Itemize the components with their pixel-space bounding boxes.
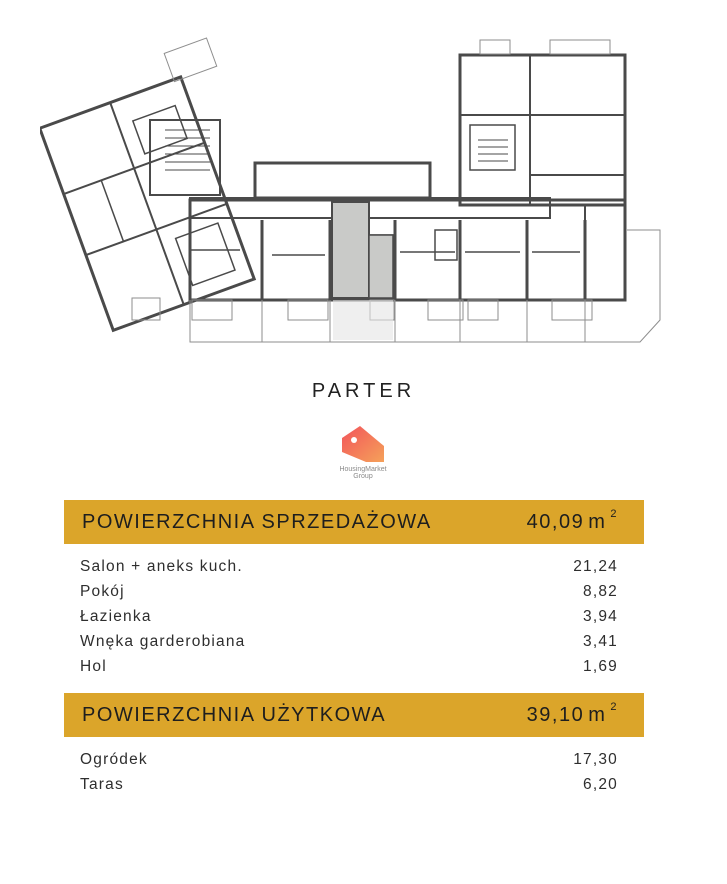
room-name: Salon + aneks kuch. — [80, 558, 243, 575]
room-name: Taras — [80, 776, 124, 793]
usable-area-unit-sup: 2 — [610, 700, 618, 713]
room-area: 1,69 — [583, 658, 618, 675]
list-item — [80, 604, 618, 629]
list-item — [80, 654, 618, 679]
room-area: 8,82 — [583, 583, 618, 600]
sales-area-value-group — [526, 507, 618, 534]
sales-area-unit-sup: 2 — [610, 507, 618, 520]
usable-rooms-list — [80, 747, 618, 797]
room-name: Ogródek — [80, 751, 148, 768]
logo-text — [318, 466, 408, 480]
room-name: Łazienka — [80, 608, 152, 625]
usable-area-label: POWIERZCHNIA UŻYTKOWA — [82, 703, 387, 726]
sales-area-value: 40,09 — [526, 510, 585, 533]
logo-brand: HousingMarket — [339, 466, 387, 473]
list-item — [80, 772, 618, 797]
sales-area-unit: m — [588, 510, 607, 533]
floor-label: PARTER — [311, 380, 416, 402]
room-area: 3,41 — [583, 633, 618, 650]
room-area: 3,94 — [583, 608, 618, 625]
sales-area-label: POWIERZCHNIA SPRZEDAŻOWA — [82, 510, 432, 533]
list-item — [80, 629, 618, 654]
usable-area-unit: m — [588, 703, 607, 726]
list-item — [80, 554, 618, 579]
floor-plan — [40, 30, 690, 360]
list-item — [80, 579, 618, 604]
sales-area-header — [64, 500, 644, 544]
room-name: Hol — [80, 658, 107, 675]
room-area: 6,20 — [583, 776, 618, 793]
usable-area-value-group — [526, 700, 618, 727]
sales-rooms-list — [80, 554, 618, 679]
room-area: 21,24 — [573, 558, 618, 575]
logo-sub: Group — [353, 473, 373, 480]
usable-area-header — [64, 693, 644, 737]
usable-area-value: 39,10 — [526, 703, 585, 726]
room-name: Pokój — [80, 583, 125, 600]
room-name: Wnęka garderobiana — [80, 633, 246, 650]
room-area: 17,30 — [573, 751, 618, 768]
list-item — [80, 747, 618, 772]
